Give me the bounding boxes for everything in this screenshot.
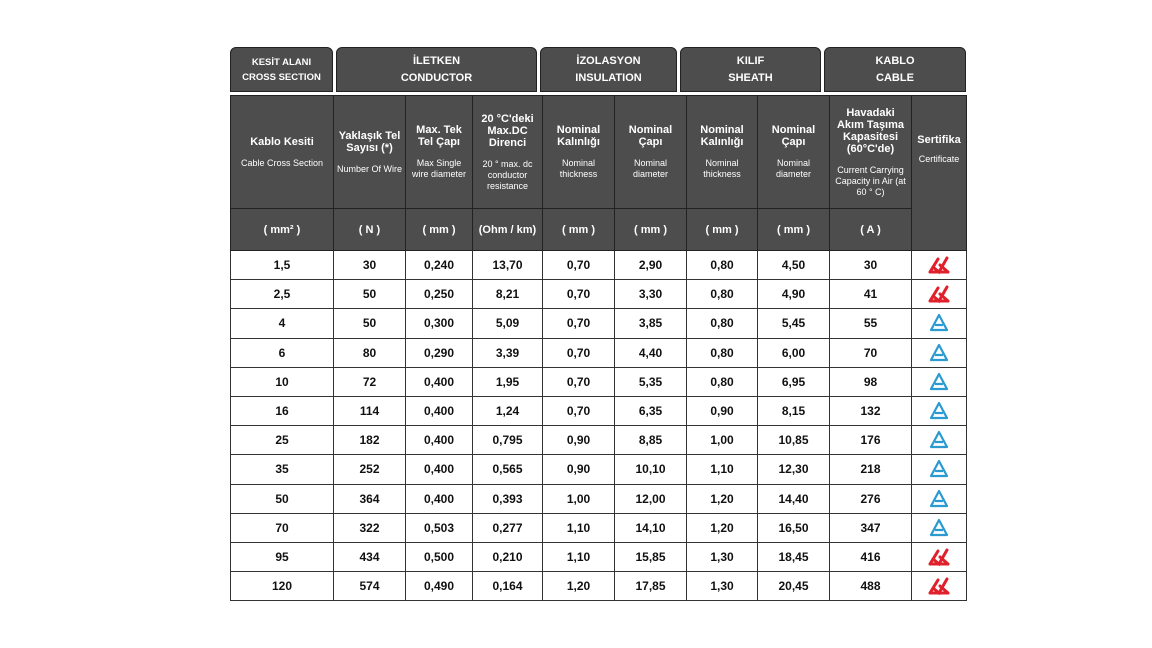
table-cell: 3,30 bbox=[615, 280, 687, 309]
group-title-tr: KILIF bbox=[736, 54, 765, 67]
tse-triangle-certificate-icon bbox=[912, 484, 967, 513]
table-cell: 0,80 bbox=[687, 338, 758, 367]
table-cell: 1,20 bbox=[543, 572, 615, 601]
table-cell: 1,24 bbox=[473, 396, 543, 425]
table-cell: 3,39 bbox=[473, 338, 543, 367]
table-cell: 80 bbox=[334, 338, 406, 367]
table-cell: 12,00 bbox=[615, 484, 687, 513]
column-unit: ( A ) bbox=[830, 209, 912, 251]
table-cell: 0,70 bbox=[543, 309, 615, 338]
table-cell: 3,85 bbox=[615, 309, 687, 338]
table-cell: 4 bbox=[231, 309, 334, 338]
column-title: 20 °C'deki Max.DC Direnci bbox=[481, 112, 534, 149]
table-cell: 2,90 bbox=[615, 251, 687, 280]
table-cell: 120 bbox=[231, 572, 334, 601]
group-title-en: INSULATION bbox=[575, 71, 642, 84]
column-title: Nominal Çapı bbox=[628, 124, 673, 148]
cable-spec-table bbox=[230, 95, 967, 601]
table-row bbox=[231, 396, 967, 425]
table-cell: 0,70 bbox=[543, 367, 615, 396]
table-cell: 0,70 bbox=[543, 251, 615, 280]
table-cell: 35 bbox=[231, 455, 334, 484]
column-header bbox=[334, 96, 406, 209]
table-cell: 0,80 bbox=[687, 280, 758, 309]
tse-triangle-certificate-icon bbox=[912, 396, 967, 425]
column-unit: ( mm ) bbox=[758, 209, 830, 251]
table-cell: 0,70 bbox=[543, 338, 615, 367]
group-header bbox=[336, 47, 537, 92]
table-cell: 0,400 bbox=[406, 426, 473, 455]
column-subtitle: Nominal thickness bbox=[559, 158, 598, 179]
column-title: Kablo Kesiti bbox=[250, 135, 314, 148]
table-cell: 6,00 bbox=[758, 338, 830, 367]
table-cell: 1,00 bbox=[543, 484, 615, 513]
table-cell: 0,400 bbox=[406, 455, 473, 484]
table-cell: 488 bbox=[830, 572, 912, 601]
table-cell: 5,09 bbox=[473, 309, 543, 338]
column-unit: ( N ) bbox=[334, 209, 406, 251]
column-subtitle: 20 ° max. dc conductor resistance bbox=[482, 158, 533, 191]
table-cell: 6 bbox=[231, 338, 334, 367]
table-cell: 1,95 bbox=[473, 367, 543, 396]
table-cell: 6,95 bbox=[758, 367, 830, 396]
column-header bbox=[912, 96, 967, 251]
table-cell: 0,164 bbox=[473, 572, 543, 601]
table-cell: 2,5 bbox=[231, 280, 334, 309]
column-header bbox=[543, 96, 615, 209]
table-cell: 0,277 bbox=[473, 513, 543, 542]
table-row bbox=[231, 309, 967, 338]
header-row bbox=[231, 96, 967, 209]
table-row bbox=[231, 280, 967, 309]
table-cell: 8,15 bbox=[758, 396, 830, 425]
table-cell: 0,400 bbox=[406, 484, 473, 513]
table-cell: 182 bbox=[334, 426, 406, 455]
column-subtitle: Max Single wire diameter bbox=[411, 158, 467, 179]
column-header bbox=[687, 96, 758, 209]
table-cell: 0,250 bbox=[406, 280, 473, 309]
table-cell: 0,795 bbox=[473, 426, 543, 455]
table-cell: 0,80 bbox=[687, 251, 758, 280]
group-header bbox=[230, 47, 333, 92]
table-cell: 1,30 bbox=[687, 572, 758, 601]
column-header bbox=[758, 96, 830, 209]
table-cell: 276 bbox=[830, 484, 912, 513]
table-cell: 4,40 bbox=[615, 338, 687, 367]
column-unit: (Ohm / km) bbox=[473, 209, 543, 251]
table-cell: 1,20 bbox=[687, 513, 758, 542]
table-cell: 10 bbox=[231, 367, 334, 396]
table-cell: 4,50 bbox=[758, 251, 830, 280]
table-cell: 434 bbox=[334, 542, 406, 571]
tse-certificate-icon bbox=[912, 572, 967, 601]
table-cell: 17,85 bbox=[615, 572, 687, 601]
table-cell: 1,10 bbox=[543, 542, 615, 571]
table-cell: 0,80 bbox=[687, 309, 758, 338]
tse-triangle-certificate-icon bbox=[912, 309, 967, 338]
column-subtitle: Nominal diameter bbox=[632, 158, 668, 179]
tse-triangle-certificate-icon bbox=[912, 426, 967, 455]
table-cell: 218 bbox=[830, 455, 912, 484]
tse-certificate-icon bbox=[912, 542, 967, 571]
table-row bbox=[231, 338, 967, 367]
column-title: Yaklaşık Tel Sayısı (*) bbox=[338, 129, 401, 154]
table-cell: 50 bbox=[334, 309, 406, 338]
table-row bbox=[231, 484, 967, 513]
column-subtitle: Cable Cross Section bbox=[240, 157, 324, 168]
table-cell: 55 bbox=[830, 309, 912, 338]
table-cell: 8,85 bbox=[615, 426, 687, 455]
table-cell: 20,45 bbox=[758, 572, 830, 601]
table-cell: 364 bbox=[334, 484, 406, 513]
table-cell: 0,80 bbox=[687, 367, 758, 396]
table-row bbox=[231, 513, 967, 542]
table-cell: 0,400 bbox=[406, 367, 473, 396]
table-cell: 1,5 bbox=[231, 251, 334, 280]
table-cell: 0,290 bbox=[406, 338, 473, 367]
table-cell: 1,20 bbox=[687, 484, 758, 513]
tse-triangle-certificate-icon bbox=[912, 338, 967, 367]
table-cell: 50 bbox=[231, 484, 334, 513]
table-row bbox=[231, 572, 967, 601]
table-row bbox=[231, 426, 967, 455]
column-title: Nominal Kalınlığı bbox=[556, 124, 601, 148]
group-header bbox=[540, 47, 677, 92]
tse-certificate-icon bbox=[912, 251, 967, 280]
column-title: Nominal Kalınlığı bbox=[700, 124, 744, 148]
table-row bbox=[231, 542, 967, 571]
table-cell: 132 bbox=[830, 396, 912, 425]
table-cell: 5,45 bbox=[758, 309, 830, 338]
table-cell: 0,393 bbox=[473, 484, 543, 513]
table-cell: 0,70 bbox=[543, 396, 615, 425]
table-cell: 18,45 bbox=[758, 542, 830, 571]
unit-row bbox=[231, 209, 967, 251]
table-cell: 252 bbox=[334, 455, 406, 484]
column-title: Nominal Çapı bbox=[771, 124, 816, 148]
table-cell: 0,503 bbox=[406, 513, 473, 542]
table-cell: 72 bbox=[334, 367, 406, 396]
table-cell: 10,85 bbox=[758, 426, 830, 455]
group-title-en: CROSS SECTION bbox=[242, 71, 321, 83]
table-cell: 0,565 bbox=[473, 455, 543, 484]
table-cell: 14,10 bbox=[615, 513, 687, 542]
table-cell: 15,85 bbox=[615, 542, 687, 571]
group-title-en: CABLE bbox=[876, 71, 914, 84]
table-cell: 14,40 bbox=[758, 484, 830, 513]
group-header bbox=[680, 47, 821, 92]
group-title-tr: KABLO bbox=[875, 54, 915, 67]
table-cell: 70 bbox=[830, 338, 912, 367]
table-cell: 13,70 bbox=[473, 251, 543, 280]
table-cell: 0,90 bbox=[687, 396, 758, 425]
column-unit: ( mm ) bbox=[615, 209, 687, 251]
column-unit: ( mm ) bbox=[687, 209, 758, 251]
column-title: Havadaki Akım Taşıma Kapasitesi (60°C'de) bbox=[836, 106, 905, 155]
table-cell: 50 bbox=[334, 280, 406, 309]
tse-triangle-certificate-icon bbox=[912, 367, 967, 396]
group-title-tr: İZOLASYON bbox=[576, 54, 641, 67]
table-cell: 0,70 bbox=[543, 280, 615, 309]
table-cell: 176 bbox=[830, 426, 912, 455]
table-cell: 25 bbox=[231, 426, 334, 455]
table-cell: 30 bbox=[334, 251, 406, 280]
table-cell: 98 bbox=[830, 367, 912, 396]
group-title-tr: KESİT ALANI bbox=[251, 56, 312, 68]
table-cell: 416 bbox=[830, 542, 912, 571]
table-cell: 0,490 bbox=[406, 572, 473, 601]
column-header bbox=[473, 96, 543, 209]
table-row bbox=[231, 455, 967, 484]
table-row bbox=[231, 367, 967, 396]
table-cell: 8,21 bbox=[473, 280, 543, 309]
table-cell: 41 bbox=[830, 280, 912, 309]
group-header bbox=[824, 47, 966, 92]
column-header bbox=[231, 96, 334, 209]
table-cell: 574 bbox=[334, 572, 406, 601]
column-header bbox=[615, 96, 687, 209]
tse-triangle-certificate-icon bbox=[912, 455, 967, 484]
group-title-en: SHEATH bbox=[728, 71, 773, 84]
table-cell: 6,35 bbox=[615, 396, 687, 425]
table-cell: 0,300 bbox=[406, 309, 473, 338]
table-cell: 12,30 bbox=[758, 455, 830, 484]
column-unit: ( mm ) bbox=[543, 209, 615, 251]
column-unit: ( mm² ) bbox=[231, 209, 334, 251]
table-cell: 0,500 bbox=[406, 542, 473, 571]
table-cell: 1,30 bbox=[687, 542, 758, 571]
table-row bbox=[231, 251, 967, 280]
table-cell: 10,10 bbox=[615, 455, 687, 484]
table-cell: 95 bbox=[231, 542, 334, 571]
column-unit: ( mm ) bbox=[406, 209, 473, 251]
column-subtitle: Current Carrying Capacity in Air (at 60 ° C) bbox=[835, 164, 906, 197]
group-title-tr: İLETKEN bbox=[412, 54, 461, 67]
tse-triangle-certificate-icon bbox=[912, 513, 967, 542]
table-cell: 0,400 bbox=[406, 396, 473, 425]
tse-certificate-icon bbox=[912, 280, 967, 309]
table-cell: 0,210 bbox=[473, 542, 543, 571]
column-title: Sertifika bbox=[917, 134, 961, 146]
table-cell: 5,35 bbox=[615, 367, 687, 396]
table-cell: 16 bbox=[231, 396, 334, 425]
table-cell: 16,50 bbox=[758, 513, 830, 542]
column-subtitle: Nominal diameter bbox=[775, 158, 811, 179]
table-cell: 1,00 bbox=[687, 426, 758, 455]
column-subtitle: Certificate bbox=[918, 154, 960, 164]
table-cell: 70 bbox=[231, 513, 334, 542]
column-title: Max. Tek Tel Çapı bbox=[416, 124, 462, 148]
table-cell: 0,240 bbox=[406, 251, 473, 280]
table-cell: 4,90 bbox=[758, 280, 830, 309]
table-cell: 30 bbox=[830, 251, 912, 280]
group-title-en: CONDUCTOR bbox=[400, 71, 473, 84]
table-cell: 114 bbox=[334, 396, 406, 425]
column-subtitle: Number Of Wire bbox=[336, 163, 402, 174]
table-cell: 1,10 bbox=[687, 455, 758, 484]
column-header bbox=[406, 96, 473, 209]
table-cell: 347 bbox=[830, 513, 912, 542]
table-cell: 0,90 bbox=[543, 455, 615, 484]
column-header bbox=[830, 96, 912, 209]
column-subtitle: Nominal thickness bbox=[703, 158, 741, 179]
table-cell: 322 bbox=[334, 513, 406, 542]
table-cell: 1,10 bbox=[543, 513, 615, 542]
table-cell: 0,90 bbox=[543, 426, 615, 455]
